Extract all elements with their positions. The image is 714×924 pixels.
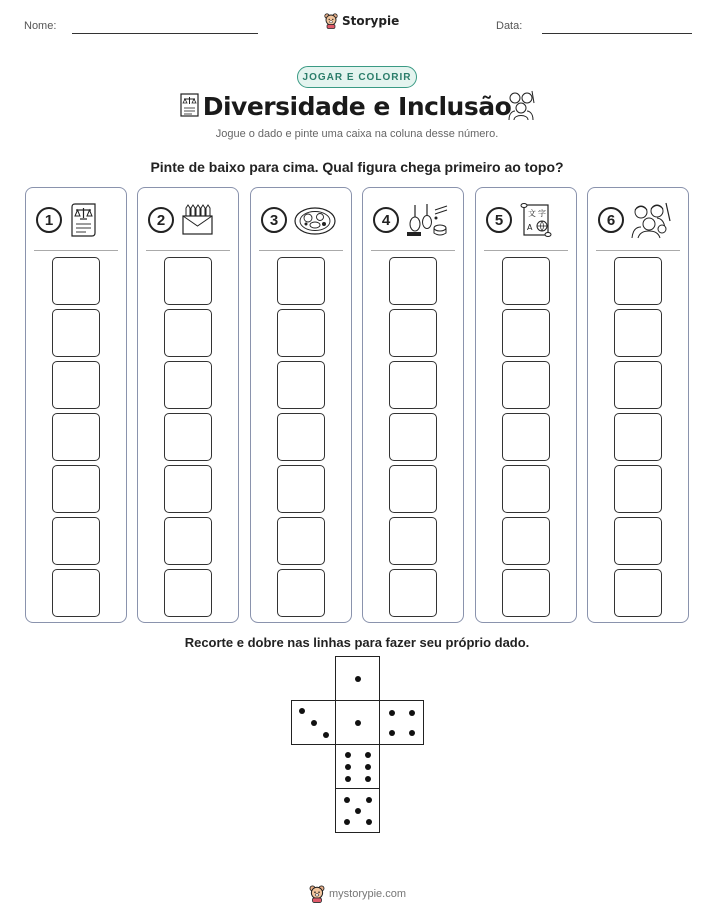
activity-type-badge: JOGAR E COLORIR (297, 66, 417, 88)
color-box[interactable] (502, 465, 550, 513)
diverse-children-group-icon (630, 201, 672, 239)
column-number: 2 (148, 207, 174, 233)
bear-logo-icon (324, 13, 338, 29)
color-box[interactable] (614, 517, 662, 565)
color-box[interactable] (502, 413, 550, 461)
die-face (379, 700, 424, 745)
column-header (486, 202, 570, 238)
color-box[interactable] (389, 517, 437, 565)
die-pip (344, 797, 350, 803)
footer-url[interactable]: mystorypie.com (329, 888, 407, 900)
die-pip (366, 797, 372, 803)
color-box[interactable] (502, 569, 550, 617)
brand-name: Storypie (342, 14, 400, 28)
color-box[interactable] (277, 465, 325, 513)
color-box[interactable] (164, 413, 212, 461)
diverse-children-icon (506, 89, 536, 121)
color-box[interactable] (164, 309, 212, 357)
column-3 (250, 187, 352, 623)
color-box[interactable] (277, 517, 325, 565)
svg-text:字: 字 (538, 209, 546, 218)
date-line[interactable] (542, 33, 692, 34)
color-box[interactable] (52, 361, 100, 409)
justice-scales-document-icon (68, 203, 100, 237)
die-pip (299, 708, 305, 714)
color-box[interactable] (502, 309, 550, 357)
column-header (36, 202, 120, 238)
die-pip (409, 710, 415, 716)
color-box[interactable] (389, 257, 437, 305)
world-scroll-icon (518, 202, 554, 238)
color-box[interactable] (52, 309, 100, 357)
food-plate-icon (293, 204, 337, 236)
column-number: 6 (598, 207, 624, 233)
color-box[interactable] (389, 569, 437, 617)
color-box[interactable] (502, 361, 550, 409)
color-box[interactable] (614, 465, 662, 513)
color-box[interactable] (502, 517, 550, 565)
date-label: Data: (496, 20, 523, 32)
die-pip (345, 752, 351, 758)
footer (309, 885, 406, 903)
column-5 (475, 187, 577, 623)
column-number: 3 (261, 207, 287, 233)
color-box[interactable] (164, 257, 212, 305)
die-pip (355, 676, 361, 682)
color-box[interactable] (164, 517, 212, 565)
color-box[interactable] (164, 361, 212, 409)
bear-logo-icon (309, 885, 325, 903)
column-2 (137, 187, 239, 623)
die-pip (345, 776, 351, 782)
game-instruction: Pinte de baixo para cima. Qual figura chega primeiro ao topo? (150, 159, 564, 175)
color-box[interactable] (52, 465, 100, 513)
die-pip (366, 819, 372, 825)
svg-text:文: 文 (528, 209, 536, 218)
page-title: Diversidade e Inclusão (202, 92, 512, 121)
color-box[interactable] (52, 257, 100, 305)
color-box[interactable] (389, 465, 437, 513)
die-pip (365, 764, 371, 770)
color-box[interactable] (614, 361, 662, 409)
die-face (335, 788, 380, 833)
brand-logo (324, 13, 399, 29)
die-pip (355, 808, 361, 814)
column-1 (25, 187, 127, 623)
die-pip (311, 720, 317, 726)
musical-instruments-icon (405, 202, 449, 238)
color-box[interactable] (52, 517, 100, 565)
color-box[interactable] (277, 309, 325, 357)
color-box[interactable] (389, 309, 437, 357)
die-face (335, 744, 380, 789)
color-box[interactable] (389, 361, 437, 409)
die-face (335, 700, 380, 745)
name-line[interactable] (72, 33, 258, 34)
die-pip (389, 710, 395, 716)
color-box[interactable] (614, 257, 662, 305)
color-box[interactable] (277, 569, 325, 617)
color-box[interactable] (277, 257, 325, 305)
die-pip (344, 819, 350, 825)
column-header (148, 202, 232, 238)
column-number: 1 (36, 207, 62, 233)
color-box[interactable] (614, 569, 662, 617)
die-pip (389, 730, 395, 736)
die-pip (409, 730, 415, 736)
svg-text:A: A (527, 223, 533, 232)
die-pip (355, 720, 361, 726)
page-subtitle: Jogue o dado e pinte uma caixa na coluna desse número. (215, 128, 499, 140)
column-4 (362, 187, 464, 623)
color-box[interactable] (164, 465, 212, 513)
die-face (335, 656, 380, 701)
color-box[interactable] (52, 413, 100, 461)
column-6 (587, 187, 689, 623)
crayon-box-icon (180, 204, 214, 236)
color-box[interactable] (614, 309, 662, 357)
column-number: 4 (373, 207, 399, 233)
color-box[interactable] (164, 569, 212, 617)
color-box[interactable] (52, 569, 100, 617)
die-face (291, 700, 336, 745)
color-box[interactable] (389, 413, 437, 461)
column-header (598, 202, 682, 238)
color-box[interactable] (277, 361, 325, 409)
column-number: 5 (486, 207, 512, 233)
column-header (261, 202, 345, 238)
die-pip (323, 732, 329, 738)
cut-instruction: Recorte e dobre nas linhas para fazer seu próprio dado. (184, 635, 530, 650)
color-box[interactable] (502, 257, 550, 305)
die-pip (365, 776, 371, 782)
color-box[interactable] (614, 413, 662, 461)
column-header (373, 202, 457, 238)
name-label: Nome: (24, 20, 57, 32)
color-box[interactable] (277, 413, 325, 461)
die-pip (365, 752, 371, 758)
die-pip (345, 764, 351, 770)
